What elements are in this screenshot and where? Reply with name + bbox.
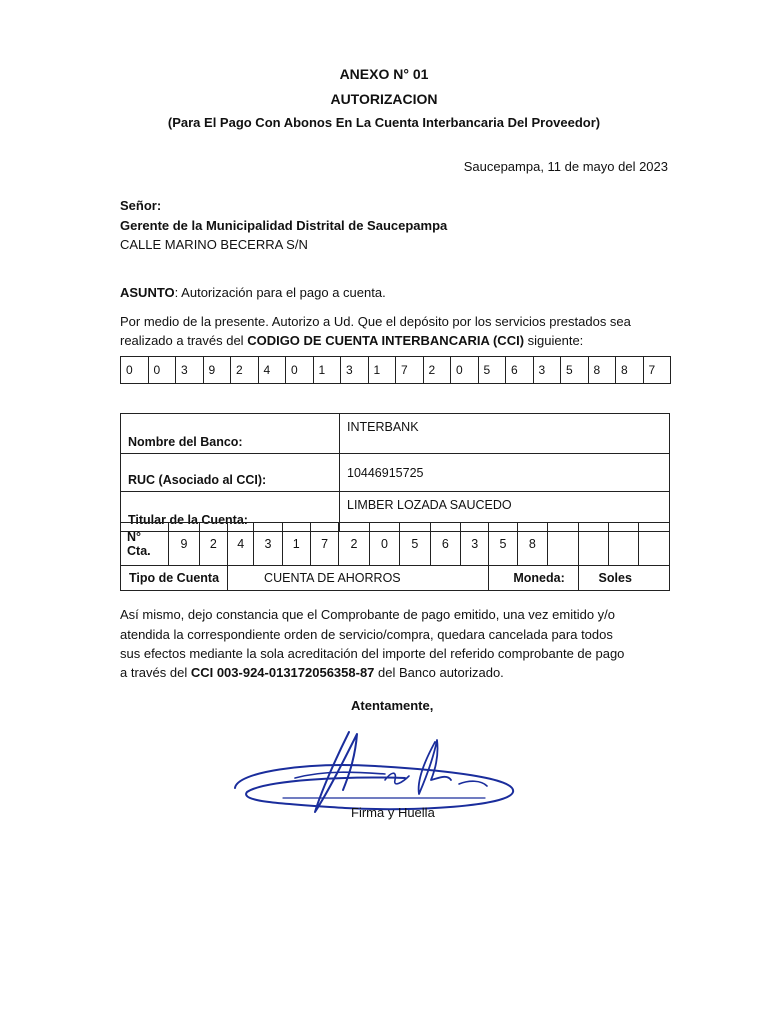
bank-name-label: Nombre del Banco: [121, 414, 340, 454]
account-digit-cell [639, 523, 670, 566]
account-table [120, 522, 670, 591]
cci-digit-table [120, 356, 671, 384]
account-digit-cell: 5 [489, 523, 517, 566]
account-number-row [121, 523, 670, 566]
currency-label: Moneda: [489, 566, 578, 591]
account-number-label [121, 523, 169, 566]
account-digit-cell: 9 [169, 523, 199, 566]
cci-digit-cell: 0 [121, 357, 149, 384]
cci-digit-row [121, 357, 671, 384]
cci-digit-cell: 5 [561, 357, 589, 384]
account-digit-cell: 7 [310, 523, 338, 566]
account-digit-cell: 5 [400, 523, 430, 566]
body-line-2-pre: realizado a través del [120, 333, 248, 348]
farewell: Atentamente, [351, 698, 434, 713]
signature-caption: Firma y Huella [351, 805, 435, 820]
account-number-label-line-2: Cta. [127, 544, 151, 558]
account-holder-value: LIMBER LOZADA SAUCEDO [340, 492, 670, 532]
cci-heading: CODIGO DE CUENTA INTERBANCARIA (CCI) [247, 333, 525, 348]
body-line-2 [120, 331, 583, 350]
subject-line [120, 283, 386, 302]
account-type-label: Tipo de Cuenta [121, 566, 228, 591]
body-line-2-post: siguiente: [524, 333, 584, 348]
account-digit-cell [608, 523, 638, 566]
subject-label: ASUNTO [120, 285, 175, 300]
account-holder-label: Titular de la Cuenta: [121, 492, 340, 532]
currency-value: Soles [578, 566, 669, 591]
closing-line-4 [120, 663, 504, 682]
cci-digit-cell: 2 [231, 357, 259, 384]
ruc-label: RUC (Asociado al CCI): [121, 454, 340, 492]
closing-line-4-post: del Banco autorizado. [374, 665, 504, 680]
cci-digit-cell: 7 [643, 357, 671, 384]
account-digit-cell: 4 [228, 523, 254, 566]
cci-digit-cell: 5 [478, 357, 506, 384]
ruc-row [121, 454, 670, 492]
account-digit-cell: 3 [461, 523, 489, 566]
body-line-1: Por medio de la presente. Autorizo a Ud. Que el depósito por los servicios prestados sea [120, 314, 631, 329]
account-digit-cell: 2 [339, 523, 369, 566]
account-digit-cell: 6 [430, 523, 460, 566]
account-type-row [121, 566, 670, 591]
account-digit-cell: 2 [199, 523, 227, 566]
bank-name-value: INTERBANK [340, 414, 670, 454]
salutation: Señor: [120, 198, 162, 213]
account-number-label-line-1: N° [127, 530, 142, 544]
account-digit-cell: 8 [517, 523, 547, 566]
closing-line-3: sus efectos mediante la sola acreditación del importe del referido comprobante de pago [120, 646, 625, 661]
document-description: (Para El Pago Con Abonos En La Cuenta Interbancaria Del Proveedor) [167, 115, 601, 130]
cci-digit-cell: 9 [203, 357, 231, 384]
cci-digit-cell: 3 [533, 357, 561, 384]
ruc-value: 10446915725 [340, 454, 670, 492]
cci-digit-cell: 0 [148, 357, 176, 384]
cci-number: CCI 003-924-013172056358-87 [190, 665, 375, 680]
subject-text: Autorización para el pago a cuenta. [178, 285, 386, 300]
closing-line-2: atendida la correspondiente orden de servicio/compra, quedara cancelada para todos [120, 627, 613, 642]
cci-digit-cell: 1 [368, 357, 396, 384]
cci-digit-cell: 8 [588, 357, 616, 384]
account-digit-cell [578, 523, 608, 566]
document-subtitle: AUTORIZACION [330, 91, 438, 107]
signature-strokes [235, 732, 513, 812]
account-digit-cell [548, 523, 578, 566]
cci-digit-cell: 3 [341, 357, 369, 384]
closing-line-1: Así mismo, dejo constancia que el Comprobante de pago emitido, una vez emitido y/o [120, 607, 615, 622]
cci-digit-cell: 7 [396, 357, 424, 384]
cci-digit-cell: 4 [258, 357, 286, 384]
bank-info-table [120, 413, 670, 532]
account-type-value: CUENTA DE AHORROS [228, 566, 489, 591]
closing-line-4-pre: a través del [120, 665, 191, 680]
recipient-name: Gerente de la Municipalidad Distrital de Saucepampa [120, 218, 448, 233]
cci-digit-cell: 0 [286, 357, 314, 384]
cci-digit-cell: 8 [616, 357, 644, 384]
cci-digit-cell: 0 [451, 357, 479, 384]
place-date: Saucepampa, 11 de mayo del 2023 [463, 159, 668, 174]
subject-colon: : [174, 285, 179, 300]
cci-digit-cell: 2 [423, 357, 451, 384]
cci-digit-cell: 1 [313, 357, 341, 384]
cci-digit-cell: 3 [176, 357, 204, 384]
cci-digit-cell: 6 [506, 357, 534, 384]
recipient-address: CALLE MARINO BECERRA S/N [120, 237, 308, 252]
account-digit-cell: 0 [369, 523, 399, 566]
bank-name-row [121, 414, 670, 454]
document-title: ANEXO N° 01 [339, 66, 429, 82]
account-digit-cell: 3 [254, 523, 282, 566]
account-digit-cell: 1 [282, 523, 310, 566]
